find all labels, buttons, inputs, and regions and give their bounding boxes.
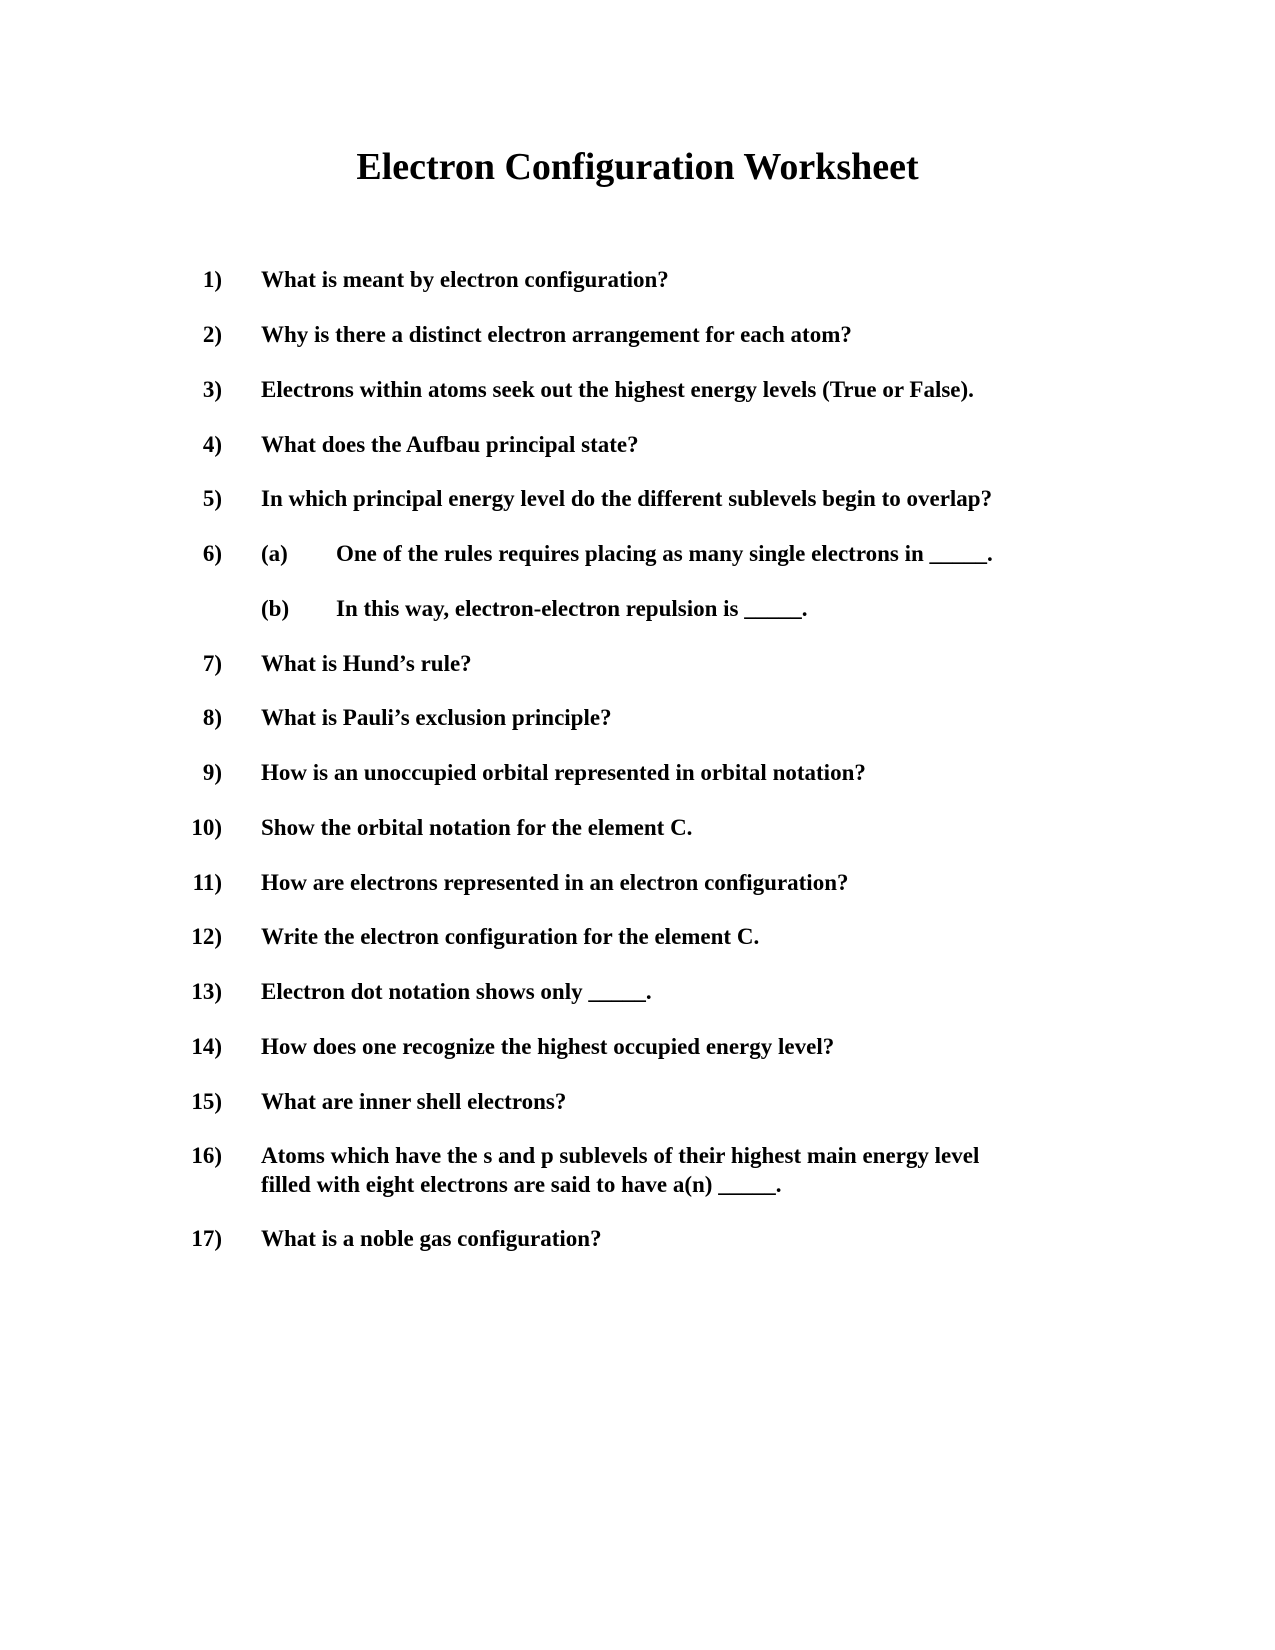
question-number: 13) <box>191 979 222 1004</box>
question-text: How does one recognize the highest occupied energy level? <box>261 1034 835 1059</box>
question-text: Show the orbital notation for the element C. <box>261 815 693 840</box>
question-number: 15) <box>191 1089 222 1114</box>
question-text: Electrons within atoms seek out the highest energy levels (True or False). <box>261 377 974 402</box>
question-number: 1) <box>202 267 222 292</box>
question-number: 4) <box>202 432 222 457</box>
sub-question-text: One of the rules requires placing as many single electrons in _____. <box>336 541 993 566</box>
question-text: Write the electron configuration for the element C. <box>261 924 760 949</box>
question-text: Electron dot notation shows only _____. <box>261 979 652 1004</box>
question-text: Atoms which have the s and p sublevels of their highest main energy level filled with eight electrons are said to have a(n) _____. <box>261 1143 980 1197</box>
question-text: What does the Aufbau principal state? <box>261 432 639 457</box>
question-number: 5) <box>202 486 222 511</box>
question-text: What is a noble gas configuration? <box>261 1226 602 1251</box>
question-number: 8) <box>202 705 222 730</box>
sub-question-label: (a) <box>261 541 288 566</box>
page-title: Electron Configuration Worksheet <box>356 146 919 188</box>
sub-question-label: (b) <box>261 596 290 621</box>
question-text: What are inner shell electrons? <box>261 1089 567 1114</box>
question-text: What is Hund’s rule? <box>261 651 472 676</box>
question-text: What is Pauli’s exclusion principle? <box>261 705 612 730</box>
question-number: 7) <box>202 651 222 676</box>
question-number: 9) <box>202 760 222 785</box>
sub-question-text: In this way, electron-electron repulsion is _____. <box>336 596 808 621</box>
question-text: Why is there a distinct electron arrangement for each atom? <box>261 322 852 347</box>
question-number: 6) <box>202 541 222 566</box>
question-text: How is an unoccupied orbital represented in orbital notation? <box>261 760 866 785</box>
question-number: 12) <box>191 924 222 949</box>
question-number: 10) <box>191 815 222 840</box>
question-text: In which principal energy level do the different sublevels begin to overlap? <box>261 486 993 511</box>
question-number: 11) <box>192 870 222 895</box>
question-text: What is meant by electron configuration? <box>261 267 669 292</box>
question-number: 14) <box>191 1034 222 1059</box>
question-number: 2) <box>202 322 222 347</box>
question-number: 3) <box>202 377 222 402</box>
question-number: 16) <box>191 1143 222 1168</box>
question-text: How are electrons represented in an electron configuration? <box>261 870 849 895</box>
question-number: 17) <box>191 1226 222 1251</box>
